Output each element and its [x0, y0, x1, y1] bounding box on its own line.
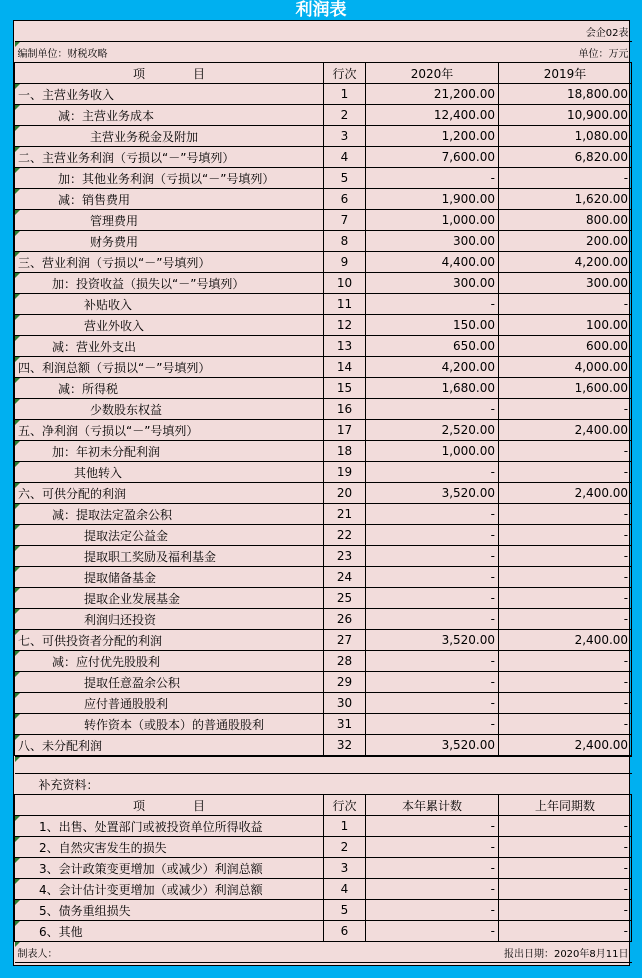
row-value-2019: 1,600.00: [499, 378, 632, 399]
supp-row-line-number: 3: [324, 858, 366, 879]
table-row: [15, 231, 632, 252]
row-line-number: 22: [324, 525, 366, 546]
table-row: [15, 672, 632, 693]
row-line-number: 31: [324, 714, 366, 735]
supp-header-current: 本年累计数: [366, 795, 499, 816]
row-value-2020: -: [366, 399, 499, 420]
row-label: 提取企业发展基金: [15, 588, 324, 609]
supp-row-current: -: [366, 816, 499, 837]
row-value-2019: -: [499, 294, 632, 315]
row-value-2020: -: [366, 294, 499, 315]
row-value-2020: 1,000.00: [366, 441, 499, 462]
row-label: 管理费用: [15, 210, 324, 231]
row-label: 其他转入: [15, 462, 324, 483]
header-year-2020: 2020年: [366, 63, 499, 84]
row-value-2020: -: [366, 609, 499, 630]
supp-header-prior: 上年同期数: [499, 795, 632, 816]
row-value-2020: 3,520.00: [366, 483, 499, 504]
header-year-2019: 2019年: [499, 63, 632, 84]
table-row: [15, 357, 632, 378]
row-line-number: 4: [324, 147, 366, 168]
supp-row-label: 1、出售、处置部门或被投资单位所得收益: [15, 816, 324, 837]
row-value-2019: 4,000.00: [499, 357, 632, 378]
reporting-unit: 编制单位：财税攻略: [17, 48, 108, 60]
row-label: 提取任意盈余公积: [15, 672, 324, 693]
table-row: [15, 525, 632, 546]
table-row: [15, 546, 632, 567]
supp-row-current: -: [366, 858, 499, 879]
row-label: 减：提取法定盈余公积: [15, 504, 324, 525]
row-value-2020: 1,680.00: [366, 378, 499, 399]
row-value-2020: -: [366, 567, 499, 588]
row-value-2020: -: [366, 546, 499, 567]
row-line-number: 23: [324, 546, 366, 567]
row-value-2020: 4,400.00: [366, 252, 499, 273]
supp-row-line-number: 5: [324, 900, 366, 921]
row-label: 利润归还投资: [15, 609, 324, 630]
supp-row-line-number: 4: [324, 879, 366, 900]
preparer: 制表人：: [17, 948, 58, 960]
row-value-2019: -: [499, 546, 632, 567]
row-line-number: 10: [324, 273, 366, 294]
header-line: 行次: [324, 63, 366, 84]
row-label: 一、主营业务收入: [15, 84, 324, 105]
supp-row-label: 4、会计估计变更增加（或减少）利润总额: [15, 879, 324, 900]
supp-row-prior: -: [499, 921, 632, 942]
row-line-number: 18: [324, 441, 366, 462]
table-row: [15, 567, 632, 588]
row-value-2020: 1,900.00: [366, 189, 499, 210]
row-label: 提取法定公益金: [15, 525, 324, 546]
row-value-2020: 7,600.00: [366, 147, 499, 168]
row-value-2020: 3,520.00: [366, 630, 499, 651]
row-label: 应付普通股股利: [15, 693, 324, 714]
supp-row-current: -: [366, 837, 499, 858]
supplement-row: [15, 879, 632, 900]
row-value-2019: -: [499, 588, 632, 609]
row-value-2019: -: [499, 609, 632, 630]
row-label: 七、可供投资者分配的利润: [15, 630, 324, 651]
supp-row-prior: -: [499, 837, 632, 858]
row-value-2020: 4,200.00: [366, 357, 499, 378]
row-line-number: 19: [324, 462, 366, 483]
supplement-row: [15, 837, 632, 858]
table-row: [15, 693, 632, 714]
row-value-2019: 10,900.00: [499, 105, 632, 126]
row-value-2020: 1,000.00: [366, 210, 499, 231]
row-value-2020: -: [366, 651, 499, 672]
row-label: 三、营业利润（亏损以“－”号填列）: [15, 252, 324, 273]
row-label: 营业外收入: [15, 315, 324, 336]
supp-row-current: -: [366, 921, 499, 942]
table-row: [15, 714, 632, 735]
supplement-table: [14, 756, 632, 963]
supplement-title: 补充资料：: [38, 777, 99, 792]
row-value-2019: 2,400.00: [499, 735, 632, 756]
row-line-number: 13: [324, 336, 366, 357]
row-value-2019: -: [499, 462, 632, 483]
row-value-2019: -: [499, 693, 632, 714]
row-label: 四、利润总额（亏损以“－”号填列）: [15, 357, 324, 378]
row-label: 财务费用: [15, 231, 324, 252]
row-line-number: 15: [324, 378, 366, 399]
row-label: 八、未分配利润: [15, 735, 324, 756]
supp-header-item: 项 目: [15, 795, 324, 816]
supp-row-line-number: 6: [324, 921, 366, 942]
supp-row-label: 5、债务重组损失: [15, 900, 324, 921]
table-row: [15, 147, 632, 168]
table-row: [15, 378, 632, 399]
row-value-2019: 1,080.00: [499, 126, 632, 147]
supplement-title-cell: [15, 774, 632, 795]
row-line-number: 2: [324, 105, 366, 126]
report-date-cell: [366, 942, 632, 963]
supplement-row: [15, 858, 632, 879]
table-row: [15, 630, 632, 651]
row-label: 六、可供分配的利润: [15, 483, 324, 504]
row-line-number: 9: [324, 252, 366, 273]
row-value-2020: -: [366, 525, 499, 546]
row-value-2019: -: [499, 714, 632, 735]
row-value-2020: 12,400.00: [366, 105, 499, 126]
row-label: 五、净利润（亏损以“－”号填列）: [15, 420, 324, 441]
row-label: 加：其他业务利润（亏损以“－”号填列）: [15, 168, 324, 189]
row-value-2019: 800.00: [499, 210, 632, 231]
table-row: [15, 504, 632, 525]
row-line-number: 20: [324, 483, 366, 504]
page-title: 利润表: [295, 0, 347, 20]
row-line-number: 17: [324, 420, 366, 441]
table-row: [15, 273, 632, 294]
row-label: 减：应付优先股股利: [15, 651, 324, 672]
row-label: 减：所得税: [15, 378, 324, 399]
table-row: [15, 483, 632, 504]
table-row: [15, 588, 632, 609]
row-value-2019: -: [499, 168, 632, 189]
supplement-row: [15, 921, 632, 942]
table-row: [15, 399, 632, 420]
row-value-2019: -: [499, 651, 632, 672]
supp-row-prior: -: [499, 879, 632, 900]
table-row: [15, 294, 632, 315]
supp-row-label: 6、其他: [15, 921, 324, 942]
table-row: [15, 609, 632, 630]
row-label: 提取职工奖励及福利基金: [15, 546, 324, 567]
row-value-2020: 21,200.00: [366, 84, 499, 105]
row-line-number: 30: [324, 693, 366, 714]
preparer-cell: [15, 942, 366, 963]
row-line-number: 25: [324, 588, 366, 609]
row-label: 加：年初未分配利润: [15, 441, 324, 462]
row-value-2019: 4,200.00: [499, 252, 632, 273]
row-line-number: 11: [324, 294, 366, 315]
table-row: [15, 168, 632, 189]
row-value-2020: 300.00: [366, 231, 499, 252]
row-label: 主营业务税金及附加: [15, 126, 324, 147]
row-label: 转作资本（或股本）的普通股股利: [15, 714, 324, 735]
spacer-row: [15, 757, 632, 774]
table-row: [15, 84, 632, 105]
row-value-2019: -: [499, 672, 632, 693]
table-header: [15, 63, 632, 84]
row-line-number: 27: [324, 630, 366, 651]
table-row: [15, 105, 632, 126]
row-value-2020: 150.00: [366, 315, 499, 336]
supp-row-line-number: 1: [324, 816, 366, 837]
row-value-2020: -: [366, 504, 499, 525]
row-value-2020: 300.00: [366, 273, 499, 294]
table-row: [15, 651, 632, 672]
row-value-2020: 3,520.00: [366, 735, 499, 756]
currency-unit: 单位：万元: [578, 48, 629, 60]
table-row: [15, 462, 632, 483]
table-row: [15, 126, 632, 147]
row-value-2019: 2,400.00: [499, 420, 632, 441]
supp-row-label: 3、会计政策变更增加（或减少）利润总额: [15, 858, 324, 879]
supplement-header: [15, 795, 632, 816]
row-line-number: 3: [324, 126, 366, 147]
row-label: 补贴收入: [15, 294, 324, 315]
row-value-2019: 1,620.00: [499, 189, 632, 210]
row-value-2020: -: [366, 672, 499, 693]
row-value-2019: 100.00: [499, 315, 632, 336]
table-row: [15, 189, 632, 210]
row-value-2019: -: [499, 399, 632, 420]
row-value-2020: 650.00: [366, 336, 499, 357]
row-label: 二、主营业务利润（亏损以“－”号填列）: [15, 147, 324, 168]
row-line-number: 1: [324, 84, 366, 105]
unit-cell: [15, 42, 366, 63]
row-value-2019: 18,800.00: [499, 84, 632, 105]
row-value-2019: -: [499, 441, 632, 462]
row-value-2020: -: [366, 168, 499, 189]
table-row: [15, 315, 632, 336]
row-value-2020: 2,520.00: [366, 420, 499, 441]
row-value-2019: 300.00: [499, 273, 632, 294]
report-date: 报出日期：2020年8月11日: [503, 948, 629, 960]
table-row: [15, 336, 632, 357]
row-line-number: 12: [324, 315, 366, 336]
supp-row-current: -: [366, 900, 499, 921]
supp-row-line-number: 2: [324, 837, 366, 858]
supp-row-current: -: [366, 879, 499, 900]
row-value-2019: 2,400.00: [499, 483, 632, 504]
row-line-number: 16: [324, 399, 366, 420]
supplement-row: [15, 816, 632, 837]
row-label: 加：投资收益（损失以“－”号填列）: [15, 273, 324, 294]
row-line-number: 24: [324, 567, 366, 588]
table-row: [15, 735, 632, 756]
row-label: 减：销售费用: [15, 189, 324, 210]
row-value-2020: -: [366, 462, 499, 483]
row-line-number: 29: [324, 672, 366, 693]
supp-header-line: 行次: [324, 795, 366, 816]
row-value-2019: -: [499, 567, 632, 588]
row-value-2020: -: [366, 588, 499, 609]
row-line-number: 7: [324, 210, 366, 231]
row-value-2019: 6,820.00: [499, 147, 632, 168]
form-number-cell: [15, 21, 632, 42]
supp-row-prior: -: [499, 900, 632, 921]
row-line-number: 8: [324, 231, 366, 252]
row-value-2019: -: [499, 525, 632, 546]
row-line-number: 21: [324, 504, 366, 525]
table-row: [15, 441, 632, 462]
form-number: 会企02表: [585, 27, 629, 39]
row-value-2019: 600.00: [499, 336, 632, 357]
table-row: [15, 420, 632, 441]
row-line-number: 26: [324, 609, 366, 630]
row-line-number: 6: [324, 189, 366, 210]
row-value-2020: 1,200.00: [366, 126, 499, 147]
supp-row-label: 2、自然灾害发生的损失: [15, 837, 324, 858]
row-value-2020: -: [366, 693, 499, 714]
row-value-2019: 2,400.00: [499, 630, 632, 651]
table-row: [15, 210, 632, 231]
row-value-2019: -: [499, 504, 632, 525]
header-item: 项 目: [15, 63, 324, 84]
row-value-2020: -: [366, 714, 499, 735]
supplement-row: [15, 900, 632, 921]
row-line-number: 5: [324, 168, 366, 189]
row-label: 减：主营业务成本: [15, 105, 324, 126]
currency-cell: [366, 42, 632, 63]
income-statement-table: [14, 21, 632, 756]
row-line-number: 14: [324, 357, 366, 378]
income-statement-sheet: [13, 20, 630, 966]
row-label: 减：营业外支出: [15, 336, 324, 357]
row-line-number: 28: [324, 651, 366, 672]
table-row: [15, 252, 632, 273]
supp-row-prior: -: [499, 858, 632, 879]
supp-row-prior: -: [499, 816, 632, 837]
row-label: 少数股东权益: [15, 399, 324, 420]
row-value-2019: 200.00: [499, 231, 632, 252]
row-label: 提取储备基金: [15, 567, 324, 588]
row-line-number: 32: [324, 735, 366, 756]
